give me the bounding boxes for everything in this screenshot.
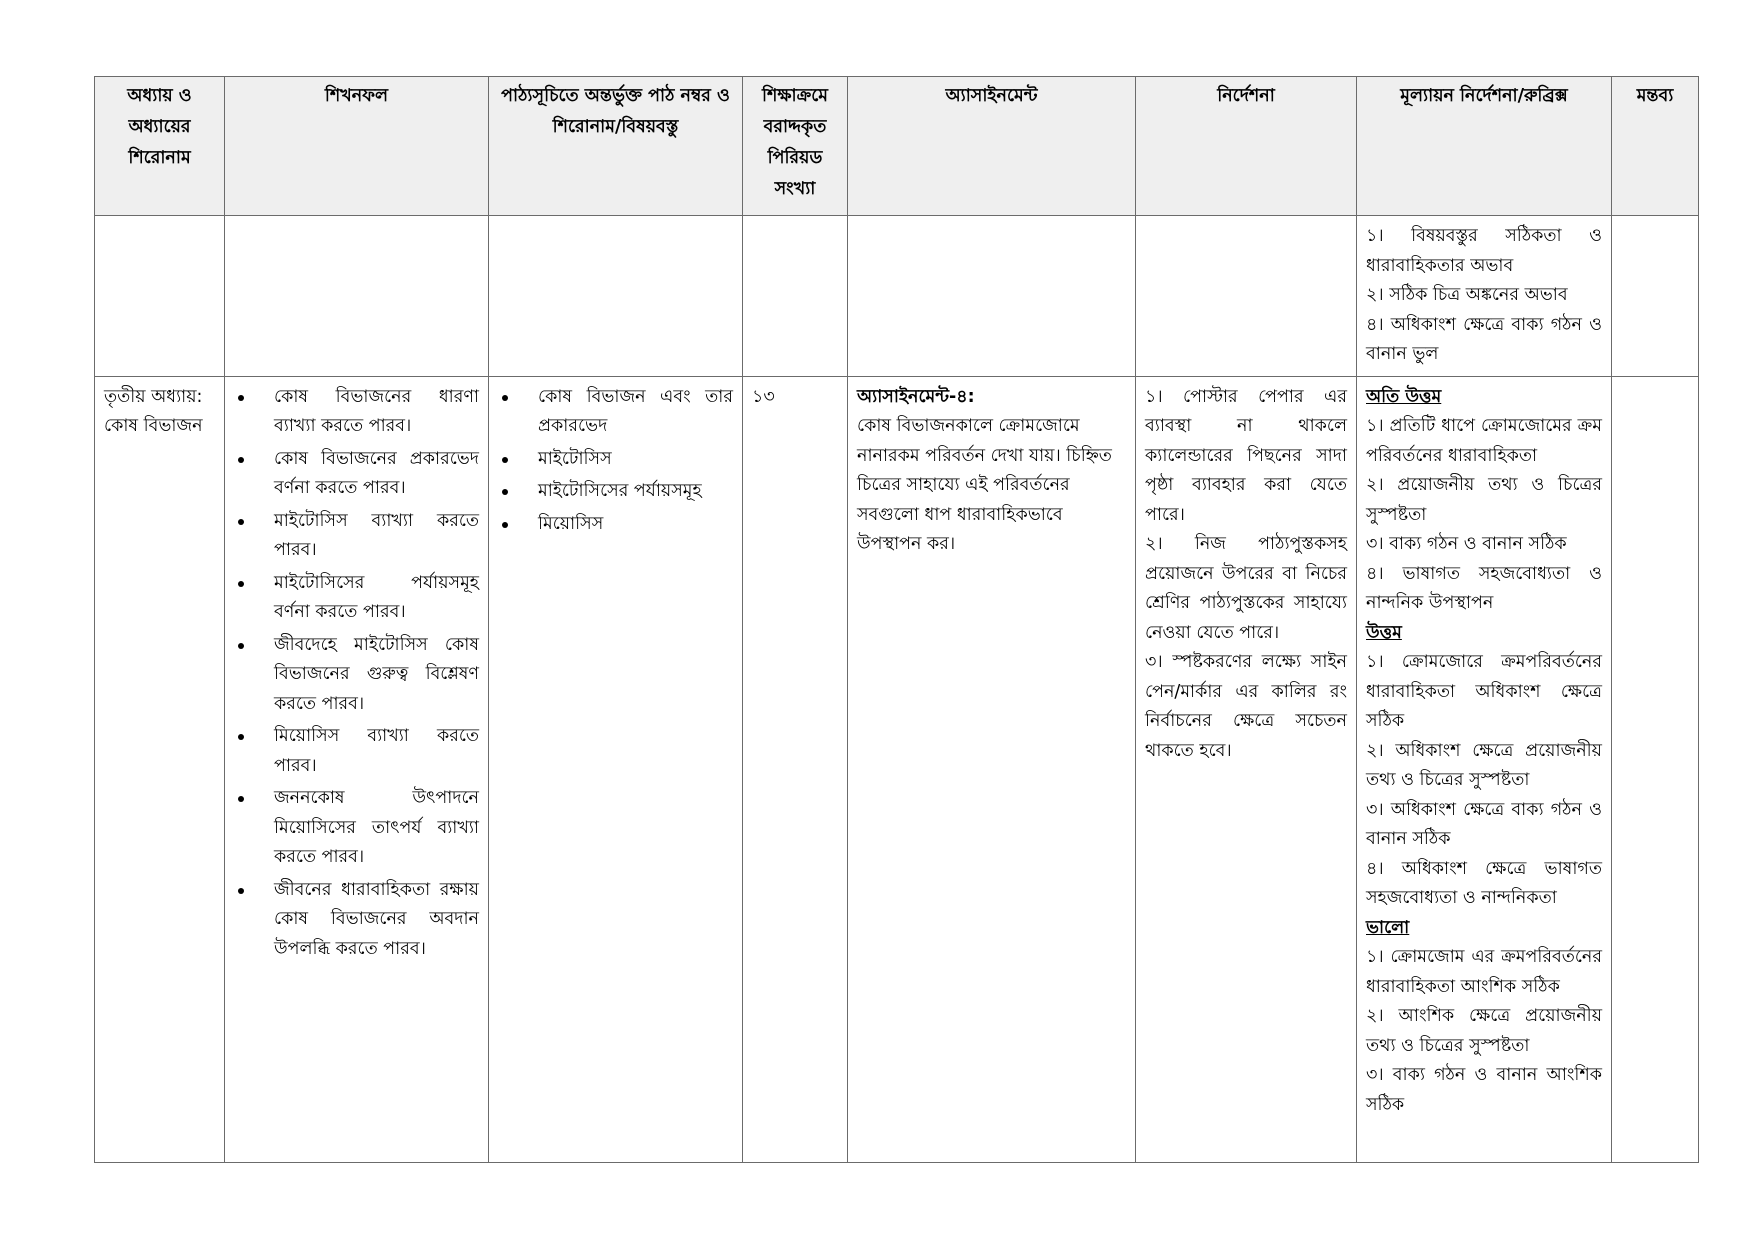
lessons-cell bbox=[489, 376, 743, 1162]
header-learning-outcomes: শিখনফল bbox=[225, 77, 489, 216]
rubric-item: ১। প্রতিটি ধাপে ক্রোমজোমের ক্রম পরিবর্তনের ধারাবাহিকতা bbox=[1366, 416, 1602, 466]
rubric-item: ২। অধিকাংশ ক্ষেত্রে প্রয়োজনীয় তথ্য ও চিত্রের সুস্পষ্টতা bbox=[1366, 740, 1602, 790]
rubric-item: ২। সঠিক চিত্র অঙ্কনের অভাব bbox=[1366, 285, 1568, 305]
rubric-item: ৪। ভাষাগত সহজবোধ্যতা ও নান্দনিক উপস্থাপন bbox=[1366, 563, 1602, 613]
rubric-heading-fair: ভালো bbox=[1366, 917, 1410, 938]
cell-empty bbox=[95, 216, 225, 377]
list-item: জীবদেহে মাইটোসিস কোষ বিভাজনের গুরুত্ব বিশ্লেষণ করতে পারব। bbox=[234, 631, 479, 720]
header-chapter: অধ্যায় ও অধ্যায়ের শিরোনাম bbox=[95, 77, 225, 216]
instruction-item: ১। পোস্টার পেপার এর ব্যাবস্থা না থাকলে ক্যালেন্ডারের পিছনের সাদা পৃষ্ঠা ব্যাবহার করা যেতে পারে। bbox=[1145, 386, 1347, 525]
list-item: মিয়োসিস ব্যাখ্যা করতে পারব। bbox=[234, 722, 479, 781]
chapter-cell: তৃতীয় অধ্যায়: কোষ বিভাজন bbox=[95, 376, 225, 1162]
header-remarks: মন্তব্য bbox=[1612, 77, 1699, 216]
remarks-cell bbox=[1612, 216, 1699, 377]
rubric-item: ২। প্রয়োজনীয় তথ্য ও চিত্রের সুস্পষ্টতা bbox=[1366, 475, 1602, 525]
outcomes-cell bbox=[225, 376, 489, 1162]
outcomes-list bbox=[234, 383, 479, 965]
list-item: কোষ বিভাজনের ধারণা ব্যাখ্যা করতে পারব। bbox=[234, 383, 479, 442]
rubric-cell bbox=[1357, 216, 1612, 377]
assignment-body: কোষ বিভাজনকালে ক্রোমজোমে নানারকম পরিবর্তন দেখা যায়। চিহ্নিত চিত্রের সাহায্যে এই পরিবর্তনের সবগুলো ধাপ ধারাবাহিকভাবে উপস্থাপন কর। bbox=[857, 416, 1112, 554]
rubric-item: ৩। অধিকাংশ ক্ষেত্রে বাক্য গঠন ও বানান সঠিক bbox=[1366, 799, 1602, 849]
instruction-item: ২। নিজ পাঠ্যপুস্তকসহ প্রয়োজনে উপরের বা নিচের শ্রেণির পাঠ্যপুস্তকের সাহায্যে নেওয়া যেতে পারে। bbox=[1145, 534, 1347, 643]
header-row bbox=[95, 77, 1699, 216]
rubric-item: ৪। অধিকাংশ ক্ষেত্রে বাক্য গঠন ও বানান ভুল bbox=[1366, 314, 1602, 364]
instruction-item: ৩। স্পষ্টকরণের লক্ষ্যে সাইন পেন/মার্কার এর কালির রং নির্বাচনের ক্ষেত্রে সচেতন থাকতে হবে। bbox=[1145, 652, 1347, 761]
periods-cell: ১৩ bbox=[743, 376, 848, 1162]
lessons-list bbox=[498, 383, 733, 540]
cell-empty bbox=[225, 216, 489, 377]
header-lessons: পাঠ্যসূচিতে অন্তর্ভুক্ত পাঠ নম্বর ও শিরোনাম/বিষয়বস্তু bbox=[489, 77, 743, 216]
table-row bbox=[95, 376, 1699, 1162]
rubric-heading-good: উত্তম bbox=[1366, 622, 1402, 643]
instructions-cell bbox=[1136, 376, 1357, 1162]
header-assignment: অ্যাসাইনমেন্ট bbox=[848, 77, 1136, 216]
rubric-item: ৩। বাক্য গঠন ও বানান আংশিক সঠিক bbox=[1366, 1065, 1602, 1115]
cell-empty bbox=[1136, 216, 1357, 377]
cell-empty bbox=[848, 216, 1136, 377]
remarks-cell bbox=[1612, 376, 1699, 1162]
list-item: মাইটোসিসের পর্যায়সমূহ bbox=[498, 477, 733, 507]
list-item: মাইটোসিস ব্যাখ্যা করতে পারব। bbox=[234, 507, 479, 566]
rubric-cell bbox=[1357, 376, 1612, 1162]
table-row bbox=[95, 216, 1699, 377]
header-instructions: নির্দেশনা bbox=[1136, 77, 1357, 216]
list-item: জননকোষ উৎপাদনে মিয়োসিসের তাৎপর্য ব্যাখ্যা করতে পারব। bbox=[234, 784, 479, 873]
cell-empty bbox=[489, 216, 743, 377]
rubric-item: ১। বিষয়বস্তুর সঠিকতা ও ধারাবাহিকতার অভাব bbox=[1366, 226, 1602, 276]
assignment-cell bbox=[848, 376, 1136, 1162]
rubric-item: ৪। অধিকাংশ ক্ষেত্রে ভাষাগত সহজবোধ্যতা ও নান্দনিকতা bbox=[1366, 858, 1602, 908]
list-item: কোষ বিভাজন এবং তার প্রকারভেদ bbox=[498, 383, 733, 442]
list-item: জীবনের ধারাবাহিকতা রক্ষায় কোষ বিভাজনের অবদান উপলব্ধি করতে পারব। bbox=[234, 876, 479, 965]
cell-empty bbox=[743, 216, 848, 377]
header-periods: শিক্ষাক্রমে বরাদ্দকৃত পিরিয়ড সংখ্যা bbox=[743, 77, 848, 216]
list-item: মাইটোসিসের পর্যায়সমূহ বর্ণনা করতে পারব। bbox=[234, 569, 479, 628]
list-item: মিয়োসিস bbox=[498, 510, 733, 540]
list-item: মাইটোসিস bbox=[498, 445, 733, 475]
lesson-plan-table bbox=[94, 76, 1699, 1163]
rubric-item: ৩। বাক্য গঠন ও বানান সঠিক bbox=[1366, 534, 1567, 554]
list-item: কোষ বিভাজনের প্রকারভেদ বর্ণনা করতে পারব। bbox=[234, 445, 479, 504]
assignment-title: অ্যাসাইনমেন্ট-৪: bbox=[857, 386, 975, 407]
header-rubric: মূল্যায়ন নির্দেশনা/রুব্রিক্স bbox=[1357, 77, 1612, 216]
rubric-heading-excellent: অতি উত্তম bbox=[1366, 386, 1442, 407]
rubric-item: ২। আংশিক ক্ষেত্রে প্রয়োজনীয় তথ্য ও চিত্রের সুস্পষ্টতা bbox=[1366, 1006, 1602, 1056]
rubric-item: ১। ক্রোমজোম এর ক্রমপরিবর্তনের ধারাবাহিকতা আংশিক সঠিক bbox=[1366, 947, 1602, 997]
rubric-item: ১। ক্রোমজোরে ক্রমপরিবর্তনের ধারাবাহিকতা অধিকাংশ ক্ষেত্রে সঠিক bbox=[1366, 652, 1602, 731]
